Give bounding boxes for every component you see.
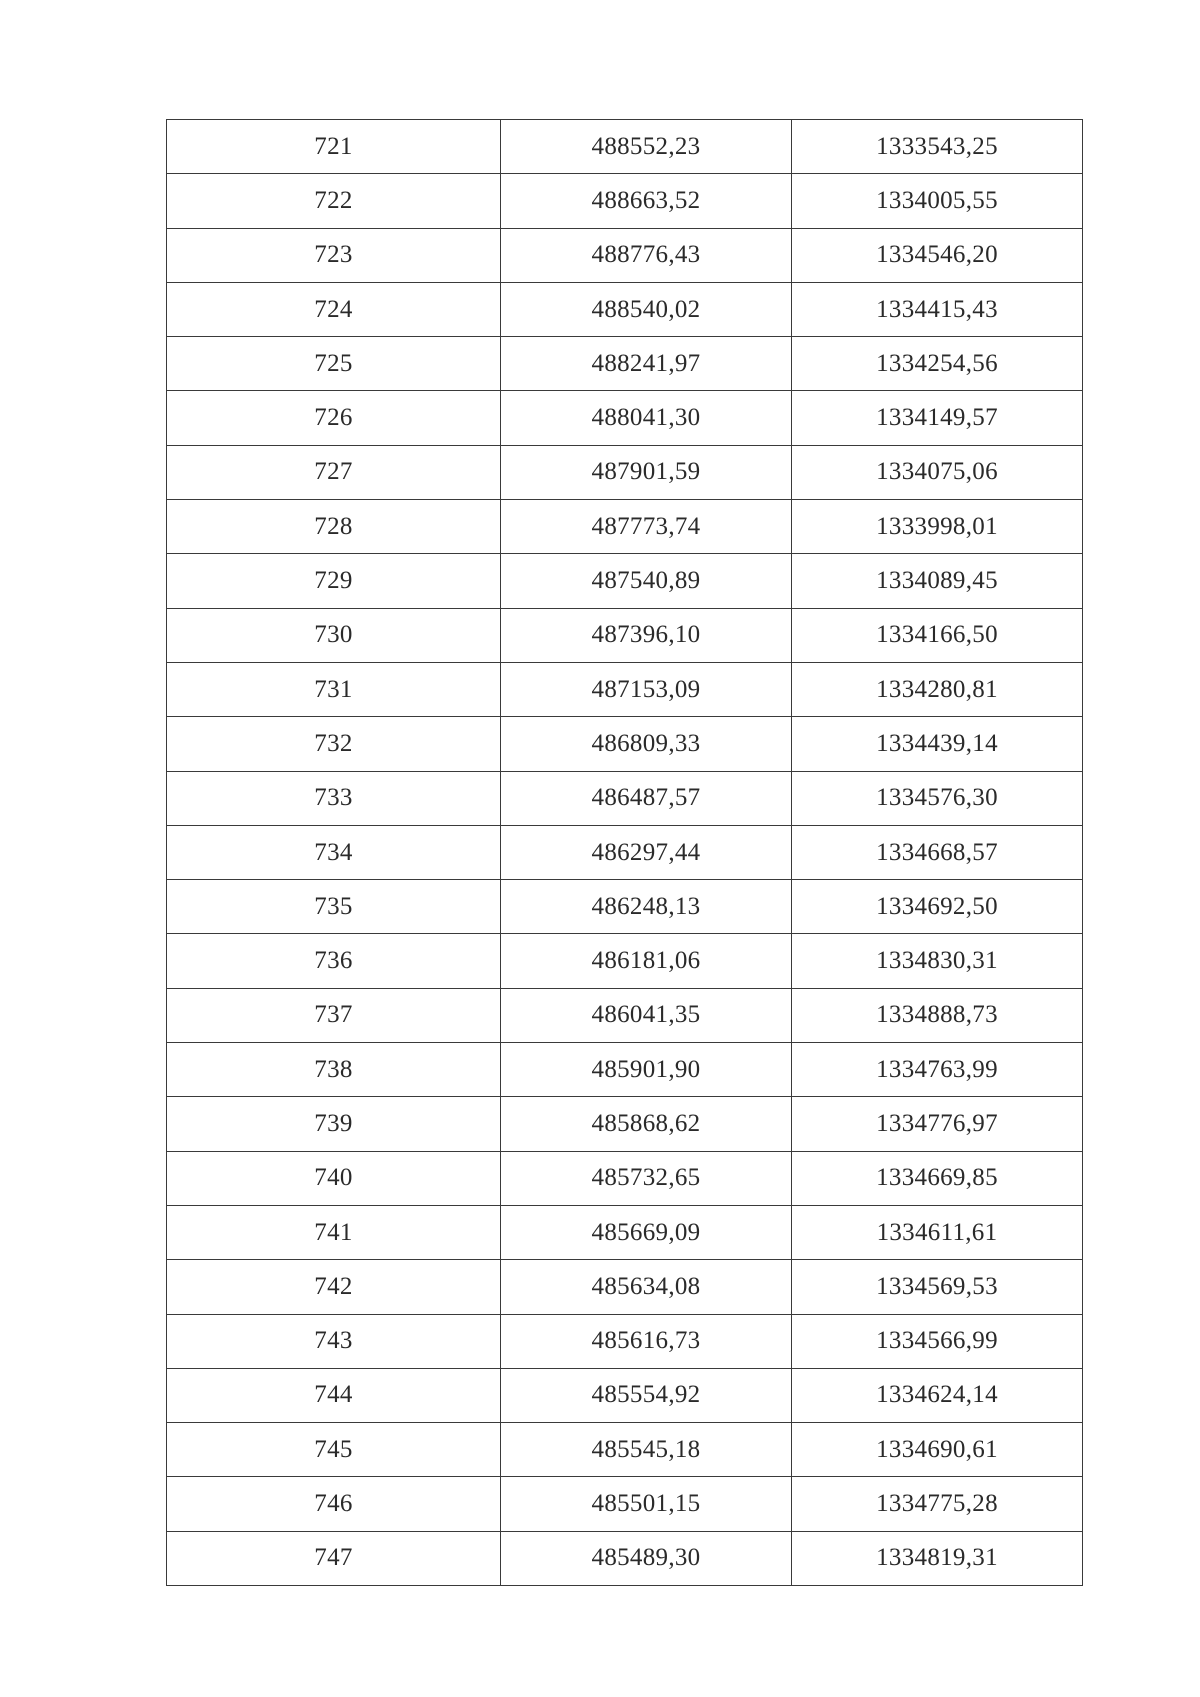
x-coordinate-cell: 485868,62 [501,1097,792,1151]
y-coordinate-cell: 1333543,25 [792,120,1083,174]
table-row [167,880,1083,934]
x-coordinate-cell: 485545,18 [501,1423,792,1477]
table-row [167,771,1083,825]
table-row [167,608,1083,662]
x-coordinate-cell: 485669,09 [501,1205,792,1259]
y-coordinate-cell: 1334690,61 [792,1423,1083,1477]
x-coordinate-cell: 486809,33 [501,717,792,771]
x-coordinate-cell: 485554,92 [501,1368,792,1422]
point-number-cell: 735 [167,880,501,934]
point-number-cell: 725 [167,337,501,391]
point-number-cell: 732 [167,717,501,771]
point-number-cell: 724 [167,282,501,336]
y-coordinate-cell: 1334776,97 [792,1097,1083,1151]
y-coordinate-cell: 1334569,53 [792,1260,1083,1314]
x-coordinate-cell: 488776,43 [501,228,792,282]
y-coordinate-cell: 1334149,57 [792,391,1083,445]
y-coordinate-cell: 1334280,81 [792,662,1083,716]
point-number-cell: 733 [167,771,501,825]
x-coordinate-cell: 486181,06 [501,934,792,988]
x-coordinate-cell: 487773,74 [501,500,792,554]
point-number-cell: 747 [167,1531,501,1585]
x-coordinate-cell: 487540,89 [501,554,792,608]
y-coordinate-cell: 1334166,50 [792,608,1083,662]
x-coordinate-cell: 485901,90 [501,1043,792,1097]
x-coordinate-cell: 488041,30 [501,391,792,445]
point-number-cell: 737 [167,988,501,1042]
x-coordinate-cell: 485616,73 [501,1314,792,1368]
table-row [167,1097,1083,1151]
y-coordinate-cell: 1334888,73 [792,988,1083,1042]
x-coordinate-cell: 487901,59 [501,445,792,499]
y-coordinate-cell: 1334576,30 [792,771,1083,825]
y-coordinate-cell: 1334439,14 [792,717,1083,771]
y-coordinate-cell: 1334415,43 [792,282,1083,336]
x-coordinate-cell: 487396,10 [501,608,792,662]
point-number-cell: 742 [167,1260,501,1314]
coordinates-table-body [167,120,1083,1586]
y-coordinate-cell: 1334819,31 [792,1531,1083,1585]
point-number-cell: 738 [167,1043,501,1097]
y-coordinate-cell: 1334624,14 [792,1368,1083,1422]
y-coordinate-cell: 1334692,50 [792,880,1083,934]
table-row [167,1151,1083,1205]
y-coordinate-cell: 1334254,56 [792,337,1083,391]
x-coordinate-cell: 485489,30 [501,1531,792,1585]
table-row [167,1477,1083,1531]
point-number-cell: 745 [167,1423,501,1477]
point-number-cell: 727 [167,445,501,499]
point-number-cell: 731 [167,662,501,716]
table-row [167,228,1083,282]
x-coordinate-cell: 485732,65 [501,1151,792,1205]
table-row [167,934,1083,988]
point-number-cell: 721 [167,120,501,174]
table-row [167,500,1083,554]
table-row [167,1531,1083,1585]
x-coordinate-cell: 486487,57 [501,771,792,825]
table-row [167,1423,1083,1477]
table-row [167,391,1083,445]
y-coordinate-cell: 1334089,45 [792,554,1083,608]
table-row [167,174,1083,228]
y-coordinate-cell: 1334075,06 [792,445,1083,499]
x-coordinate-cell: 487153,09 [501,662,792,716]
point-number-cell: 734 [167,825,501,879]
table-row [167,120,1083,174]
table-row [167,1205,1083,1259]
x-coordinate-cell: 486248,13 [501,880,792,934]
y-coordinate-cell: 1334566,99 [792,1314,1083,1368]
coordinates-table [166,119,1083,1586]
y-coordinate-cell: 1334775,28 [792,1477,1083,1531]
x-coordinate-cell: 488540,02 [501,282,792,336]
x-coordinate-cell: 488663,52 [501,174,792,228]
point-number-cell: 722 [167,174,501,228]
table-row [167,1043,1083,1097]
table-row [167,1260,1083,1314]
point-number-cell: 741 [167,1205,501,1259]
y-coordinate-cell: 1334546,20 [792,228,1083,282]
y-coordinate-cell: 1334669,85 [792,1151,1083,1205]
table-row [167,282,1083,336]
table-row [167,717,1083,771]
point-number-cell: 746 [167,1477,501,1531]
x-coordinate-cell: 485634,08 [501,1260,792,1314]
x-coordinate-cell: 486297,44 [501,825,792,879]
point-number-cell: 739 [167,1097,501,1151]
table-row [167,1368,1083,1422]
y-coordinate-cell: 1334763,99 [792,1043,1083,1097]
point-number-cell: 729 [167,554,501,608]
table-row [167,554,1083,608]
point-number-cell: 728 [167,500,501,554]
table-row [167,825,1083,879]
y-coordinate-cell: 1334668,57 [792,825,1083,879]
point-number-cell: 740 [167,1151,501,1205]
point-number-cell: 744 [167,1368,501,1422]
y-coordinate-cell: 1334830,31 [792,934,1083,988]
table-row [167,988,1083,1042]
x-coordinate-cell: 488241,97 [501,337,792,391]
point-number-cell: 736 [167,934,501,988]
table-row [167,337,1083,391]
table-row [167,1314,1083,1368]
point-number-cell: 743 [167,1314,501,1368]
y-coordinate-cell: 1333998,01 [792,500,1083,554]
table-row [167,445,1083,499]
x-coordinate-cell: 485501,15 [501,1477,792,1531]
point-number-cell: 726 [167,391,501,445]
x-coordinate-cell: 486041,35 [501,988,792,1042]
x-coordinate-cell: 488552,23 [501,120,792,174]
y-coordinate-cell: 1334005,55 [792,174,1083,228]
point-number-cell: 730 [167,608,501,662]
table-row [167,662,1083,716]
y-coordinate-cell: 1334611,61 [792,1205,1083,1259]
point-number-cell: 723 [167,228,501,282]
